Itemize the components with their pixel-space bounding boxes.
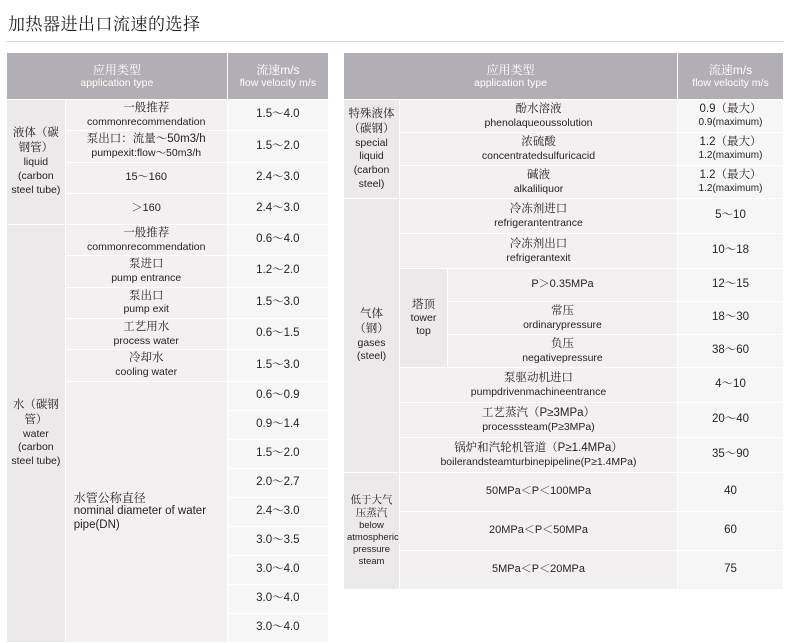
row-value: 3.0～3.5	[227, 526, 328, 555]
right-table-body	[344, 100, 784, 590]
row-value: 1.5～2.0	[227, 439, 328, 468]
row-label: 20MPa＜P＜50MPa	[400, 512, 678, 551]
row-value: 75	[678, 551, 784, 590]
page-header	[0, 0, 790, 42]
table-header-row	[7, 53, 329, 100]
row-value: 12～15	[678, 269, 784, 302]
row-value: 1.2（最大） 1.2(maximum)	[678, 166, 784, 199]
row-label: 泵进口 pump entrance	[65, 256, 227, 287]
table-row	[344, 403, 784, 438]
row-value: 0.6～4.0	[227, 224, 328, 255]
row-value: 35～90	[678, 438, 784, 473]
row-value: 1.2（最大） 1.2(maximum)	[678, 133, 784, 166]
header-application-type: 应用类型 application type	[7, 53, 228, 100]
category-special-liquid: 特殊液体（碳钢） special liquid (carbon steel)	[344, 100, 400, 199]
row-value: 3.0～4.0	[227, 613, 328, 642]
table-header-row	[344, 53, 784, 100]
row-value: 0.6～1.5	[227, 318, 328, 349]
table-row	[344, 473, 784, 512]
row-value: 2.4～3.0	[227, 162, 328, 193]
row-value: 40	[678, 473, 784, 512]
header-flow-velocity: 流速m/s flow velocity m/s	[678, 53, 784, 100]
table-row	[344, 166, 784, 199]
category-water: 水（碳钢管） water (carbon steel tube)	[7, 224, 66, 642]
row-value: 0.6～0.9	[227, 381, 328, 410]
row-label: 冷冻剂出口 refrigerantexit	[400, 234, 678, 269]
row-label: 5MPa＜P＜20MPa	[400, 551, 678, 590]
category-gases: 气体（钢） gases (steel)	[344, 199, 400, 473]
category-liquid: 液体（碳钢管） liquid (carbon steel tube)	[7, 100, 66, 225]
header-flow-velocity: 流速m/s flow velocity m/s	[227, 53, 328, 100]
table-row	[7, 100, 329, 131]
row-value: 1.5～3.0	[227, 350, 328, 381]
left-flow-velocity-table	[6, 52, 329, 643]
nominal-diameter-label: 水管公称直径 nominal diameter of water pipe(DN)	[65, 381, 227, 642]
table-row	[344, 368, 784, 403]
row-value: 1.5～3.0	[227, 287, 328, 318]
table-row	[344, 269, 784, 302]
row-value: 1.5～2.0	[227, 131, 328, 162]
row-value: 38～60	[678, 335, 784, 368]
row-value: 1.5～4.0	[227, 100, 328, 131]
row-label: P＞0.35MPa	[448, 269, 678, 302]
tables-container	[0, 52, 790, 643]
right-flow-velocity-table	[343, 52, 784, 590]
page-title: 加热器进出口流速的选择	[8, 15, 201, 34]
row-value: 1.2～2.0	[227, 256, 328, 287]
right-table-head	[344, 53, 784, 100]
table-row	[344, 551, 784, 590]
row-label: 泵出口：流量～50m3/h pumpexit:flow～50m3/h	[65, 131, 227, 162]
table-row	[344, 100, 784, 133]
row-value: 2.4～3.0	[227, 193, 328, 224]
row-label: 泵出口 pump exit	[65, 287, 227, 318]
row-label: 15～160	[65, 162, 227, 193]
row-value: 3.0～4.0	[227, 555, 328, 584]
row-value: 4～10	[678, 368, 784, 403]
row-label: 一般推荐 commonrecommendation	[65, 224, 227, 255]
table-row	[344, 512, 784, 551]
row-label: 工艺蒸汽（P≥3MPa） processsteam(P≥3MPa)	[400, 403, 678, 438]
table-row	[344, 199, 784, 234]
row-value: 0.9～1.4	[227, 410, 328, 439]
row-label: ＞160	[65, 193, 227, 224]
table-row	[344, 438, 784, 473]
row-value: 60	[678, 512, 784, 551]
left-table-body	[7, 100, 329, 643]
row-value: 0.9（最大） 0.9(maximum)	[678, 100, 784, 133]
row-value: 5～10	[678, 199, 784, 234]
row-label: 浓硫酸 concentratedsulfuricacid	[400, 133, 678, 166]
row-label: 冷却水 cooling water	[65, 350, 227, 381]
row-label: 负压 negativepressure	[448, 335, 678, 368]
row-label: 泵驱动机进口 pumpdrivenmachineentrance	[400, 368, 678, 403]
category-low-pressure-steam: 低于大气压蒸汽 below atmospheric pressure steam	[344, 473, 400, 590]
row-label: 50MPa＜P＜100MPa	[400, 473, 678, 512]
table-row	[344, 234, 784, 269]
row-value: 18～30	[678, 302, 784, 335]
row-value: 2.4～3.0	[227, 497, 328, 526]
table-row	[344, 133, 784, 166]
table-row	[7, 224, 329, 255]
row-value: 10～18	[678, 234, 784, 269]
left-table-head	[7, 53, 329, 100]
title-divider	[6, 41, 784, 42]
header-application-type: 应用类型 application type	[344, 53, 678, 100]
row-label: 冷冻剂进口 refrigerantentrance	[400, 199, 678, 234]
row-label: 酚水溶液 phenolaqueoussolution	[400, 100, 678, 133]
row-label: 工艺用水 process water	[65, 318, 227, 349]
row-value: 20～40	[678, 403, 784, 438]
row-value: 3.0～4.0	[227, 584, 328, 613]
row-label: 碱液 alkaliliquor	[400, 166, 678, 199]
row-value: 2.0～2.7	[227, 468, 328, 497]
row-label: 常压 ordinarypressure	[448, 302, 678, 335]
row-label: 锅炉和汽轮机管道（P≥1.4MPa） boilerandsteamturbinepipeline(P≥1.4MPa)	[400, 438, 678, 473]
subcategory-tower-top: 塔顶 tower top	[400, 269, 448, 368]
row-label: 一般推荐 commonrecommendation	[65, 100, 227, 131]
